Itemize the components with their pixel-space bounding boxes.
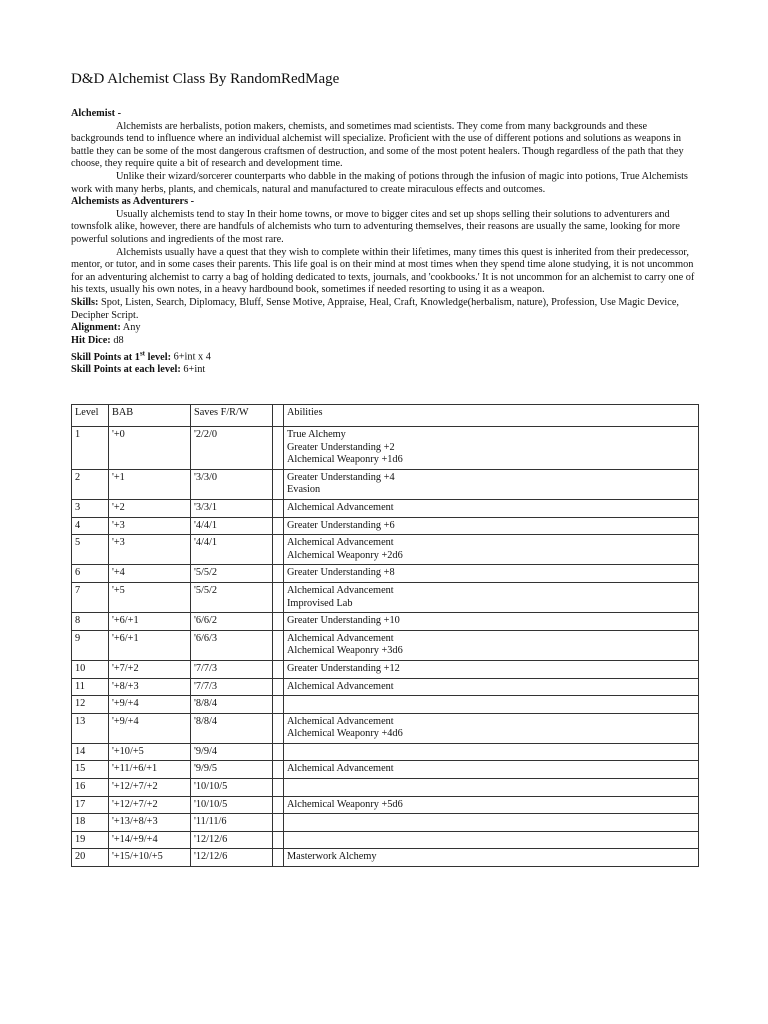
skill-points-each-line [71,364,699,377]
cell-abilities [284,630,699,660]
cell-gap [273,814,284,832]
cell-saves: '11/11/6 [191,814,273,832]
table-header-row [72,405,699,427]
cell-level: 17 [72,796,109,814]
ability-item: Greater Understanding +10 [287,615,400,627]
cell-saves: '6/6/2 [191,613,273,631]
table-row [72,743,699,761]
table-row [72,779,699,797]
ability-item: Alchemical Advancement [287,501,394,513]
cell-saves: '9/9/5 [191,761,273,779]
cell-level: 16 [72,779,109,797]
ability-item: Masterwork Alchemy [287,851,377,863]
cell-gap [273,427,284,470]
cell-level: 11 [72,678,109,696]
skills-label: Skills: [71,296,99,308]
ability-item: Greater Understanding +8 [287,567,395,579]
skill-points-first-sup: st [139,349,146,358]
cell-gap [273,630,284,660]
cell-abilities [284,761,699,779]
cell-gap [273,761,284,779]
alignment-value: Any [120,322,141,334]
ability-item: Alchemical Weaponry +1d6 [287,454,403,466]
cell-abilities [284,696,699,714]
cell-bab: '+1 [109,469,191,499]
header-gap [273,405,284,427]
table-row [72,517,699,535]
cell-abilities [284,713,699,743]
cell-abilities [284,469,699,499]
cell-bab: '+9/+4 [109,696,191,714]
cell-gap [273,831,284,849]
cell-abilities [284,517,699,535]
cell-saves: '12/12/6 [191,831,273,849]
cell-bab: '+3 [109,535,191,565]
cell-bab: '+0 [109,427,191,470]
cell-bab: '+15/+10/+5 [109,849,191,867]
ability-item: Greater Understanding +2 [287,441,395,453]
cell-bab: '+14/+9/+4 [109,831,191,849]
cell-abilities [284,678,699,696]
ability-item: Alchemical Weaponry +3d6 [287,645,403,657]
cell-abilities [284,831,699,849]
ability-item: True Alchemy [287,429,346,440]
table-row [72,761,699,779]
cell-abilities [284,427,699,470]
cell-gap [273,713,284,743]
cell-level: 6 [72,565,109,583]
cell-level: 14 [72,743,109,761]
cell-abilities [284,779,699,797]
cell-level: 7 [72,582,109,612]
cell-bab: '+9/+4 [109,713,191,743]
cell-abilities [284,499,699,517]
cell-gap [273,499,284,517]
skill-points-first-label-pre: Skill Points at 1 [71,351,140,363]
alchemist-heading: Alchemist - [71,108,122,119]
skill-points-first-value: 6+int x 4 [171,351,211,363]
cell-level: 10 [72,660,109,678]
cell-bab: '+3 [109,517,191,535]
cell-level: 19 [72,831,109,849]
cell-gap [273,743,284,761]
header-level: Level [72,405,109,427]
cell-gap [273,517,284,535]
cell-abilities [284,660,699,678]
ability-item: Greater Understanding +4 [287,471,395,483]
table-row [72,582,699,612]
cell-bab: '+4 [109,565,191,583]
ability-item: Alchemical Advancement [287,537,394,549]
cell-saves: '8/8/4 [191,713,273,743]
cell-level: 9 [72,630,109,660]
header-bab: BAB [109,405,191,427]
cell-abilities [284,814,699,832]
table-row [72,713,699,743]
cell-gap [273,660,284,678]
cell-saves: '3/3/1 [191,499,273,517]
cell-level: 8 [72,613,109,631]
ability-item: Greater Understanding +12 [287,662,400,674]
table-row [72,630,699,660]
cell-abilities [284,535,699,565]
table-row [72,613,699,631]
cell-bab: '+12/+7/+2 [109,796,191,814]
cell-gap [273,613,284,631]
skills-value: Spot, Listen, Search, Diplomacy, Bluff, Sense Motive, Appraise, Heal, Craft, Knowledge(herbalism, nature), Profession, Use Magic Device, Decipher Script. [71,296,679,321]
cell-bab: '+10/+5 [109,743,191,761]
cell-level: 18 [72,814,109,832]
ability-item: Alchemical Advancement [287,763,394,775]
table-row [72,469,699,499]
cell-gap [273,678,284,696]
table-row [72,796,699,814]
alignment-label: Alignment: [71,322,121,334]
table-row [72,678,699,696]
cell-gap [273,779,284,797]
cell-saves: '10/10/5 [191,779,273,797]
adventurers-heading: Alchemists as Adventurers - [71,196,195,208]
ability-item: Evasion [287,484,321,496]
cell-bab: '+12/+7/+2 [109,779,191,797]
cell-level: 5 [72,535,109,565]
ability-item: Alchemical Advancement [287,632,394,644]
cell-saves: '2/2/0 [191,427,273,470]
table-row [72,565,699,583]
ability-item: Alchemical Weaponry +2d6 [287,549,403,561]
skill-points-first-label-post: level: [145,351,172,363]
hit-dice-line [71,335,699,348]
cell-saves: '7/7/3 [191,678,273,696]
cell-level: 20 [72,849,109,867]
cell-level: 3 [72,499,109,517]
table-row [72,427,699,470]
adventurers-paragraph-1: Usually alchemists tend to stay In their home towns, or move to bigger cites and set up shops selling their solutions to adventurers and townsfolk alike, however, there are handfuls of alchemists who turn to adventuring themselves, their reasons are usually the same, looking for more powerful solutions and ingredients of the most rare. [71,208,680,245]
header-abilities: Abilities [284,405,699,427]
cell-bab: '+6/+1 [109,630,191,660]
cell-gap [273,469,284,499]
cell-saves: '6/6/3 [191,630,273,660]
cell-gap [273,796,284,814]
skill-points-each-value: 6+int [180,364,206,376]
table-row [72,499,699,517]
cell-bab: '+8/+3 [109,678,191,696]
cell-abilities [284,849,699,867]
cell-gap [273,696,284,714]
cell-level: 13 [72,713,109,743]
cell-saves: '4/4/1 [191,517,273,535]
ability-item: Greater Understanding +6 [287,519,395,531]
cell-saves: '4/4/1 [191,535,273,565]
cell-abilities [284,613,699,631]
cell-saves: '9/9/4 [191,743,273,761]
skills-line [71,297,699,322]
cell-level: 1 [72,427,109,470]
cell-bab: '+5 [109,582,191,612]
cell-saves: '10/10/5 [191,796,273,814]
document-title: D&D Alchemist Class By RandomRedMage [71,71,340,87]
table-row [72,849,699,867]
skill-points-each-label: Skill Points at each level: [71,364,181,376]
skill-points-first-label [71,349,172,363]
cell-saves: '8/8/4 [191,696,273,714]
cell-saves: '5/5/2 [191,565,273,583]
cell-saves: '3/3/0 [191,469,273,499]
ability-item: Alchemical Advancement [287,584,394,596]
ability-item: Alchemical Advancement [287,715,394,727]
cell-gap [273,849,284,867]
document-body [71,108,699,377]
alchemist-paragraph-1: Alchemists are herbalists, potion makers, chemists, and sometimes mad scientists. They come from many backgrounds and these backgrounds tend to influence where an individual alchemist will specialize. Proficient with the use of different potions and solutions as weapons in battle they can be some of the most dangerous craftsmen of destruction, and some of the most potent healers. Though regardless of the path that they choose, they require quite a bit of research and development time. [71,120,684,170]
table-row [72,814,699,832]
cell-bab: '+6/+1 [109,613,191,631]
table-row [72,660,699,678]
cell-level: 2 [72,469,109,499]
cell-bab: '+2 [109,499,191,517]
cell-abilities [284,796,699,814]
cell-gap [273,535,284,565]
table-row [72,696,699,714]
cell-saves: '5/5/2 [191,582,273,612]
cell-saves: '12/12/6 [191,849,273,867]
skill-points-first-line [71,347,699,364]
hit-dice-label: Hit Dice: [71,334,111,346]
alignment-line [71,322,699,335]
cell-level: 4 [72,517,109,535]
adventurers-paragraph-2: Alchemists usually have a quest that they wish to complete within their lifetimes, many times this quest is inherited from their predecessor, mentor, or tutor, and in some cases their parents. This life goal is on their mind at most times when they spend time alone studying, it is not uncommon for an adventuring alchemist to carry a bag of holding dedicated to texts, journals, and 'cookbooks.' It is not uncommon for an alchemist to carry one of his texts, usually his own notes, in a heavy hardbound book, sometimes if needed resorting to using it as a weapon. [71,246,695,296]
cell-bab: '+13/+8/+3 [109,814,191,832]
cell-abilities [284,743,699,761]
table-body [72,427,699,867]
ability-item: Improvised Lab [287,597,353,609]
ability-item: Alchemical Weaponry +5d6 [287,798,403,810]
cell-saves: '7/7/3 [191,660,273,678]
table-row [72,535,699,565]
table-row [72,831,699,849]
cell-gap [273,582,284,612]
ability-item: Alchemical Weaponry +4d6 [287,728,403,740]
alchemist-paragraph-2: Unlike their wizard/sorcerer counterparts who dabble in the making of potions through the infusion of magic into potions, True Alchemists work with many herbs, plants, and chemicals, natural and manufactured to create miraculous effects and outcomes. [71,170,688,195]
cell-abilities [284,565,699,583]
cell-level: 15 [72,761,109,779]
cell-bab: '+11/+6/+1 [109,761,191,779]
cell-abilities [284,582,699,612]
header-saves: Saves F/R/W [191,405,273,427]
ability-item: Alchemical Advancement [287,680,394,692]
cell-bab: '+7/+2 [109,660,191,678]
hit-dice-value: d8 [110,334,124,346]
cell-level: 12 [72,696,109,714]
cell-gap [273,565,284,583]
level-progression-table [71,404,699,867]
